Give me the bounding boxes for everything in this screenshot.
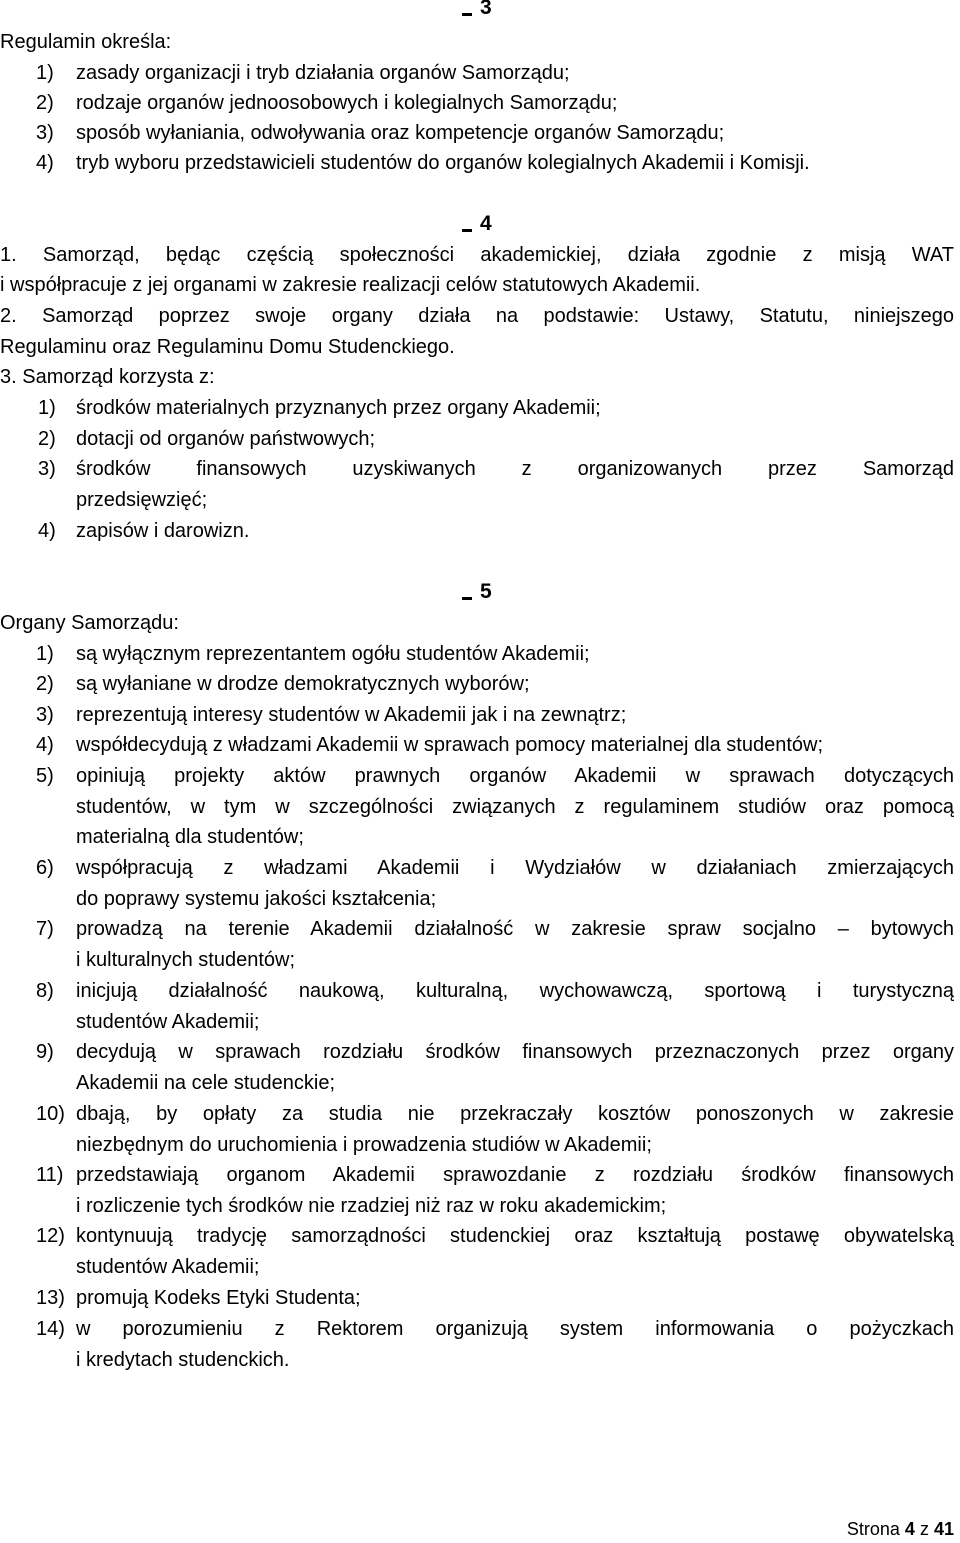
paragraph-2-line-1: 2. Samorząd poprzez swoje organy działa na podstawie: Ustawy, Statutu, niniejszego	[0, 305, 954, 327]
paragraph-1-line-2: i współpracuje z jej organami w zakresie realizacji celów statutowych Akademii.	[0, 274, 701, 296]
section-number: 5	[480, 580, 492, 603]
footer-prefix: Strona	[846, 1519, 900, 1539]
document-page: 3 Regulamin określa: 1) zasady organizacji i tryb działania organów Samorządu; 2) rodzaje organów jednoosobowych i kolegialnych Samorządu; 3) sposób wyłaniania, odwoływania oraz kompetencje organów Samorządu; 4) tryb wyboru przedstawicieli studentów do organów kolegialnych Akademii i Komisji. 4 1. Samorząd, będąc częścią społeczności akademickiej, działa zgodnie z misją WAT i współpracuje z jej organami w zakresie realizacji celów statutowych Akademii. 2. Samorząd poprzez swoje organy działa na podstawie: Ustawy, Statutu, niniejszego Regulaminu oraz Regulaminu Domu Studenckiego. 3. Samorząd korzysta z: 1) środków materialnych przyznanych przez organy Akademii; 2) dotacji od organów państwowych; 3) środków finansowych uzyskiwanych z organizowanych przez Samorząd przedsięwzięć; 4) zapisów i darowizn. 5 Organy Samorządu: 1) są wyłącznym reprezentantem ogółu studentów Akademii; 2) są wyłaniane w drodze demokratycznych wyborów; 3) reprezentują interesy studentów w Akademii jak i na zewnątrz; 4) współdecydują z władzami Akademii w sprawach pomocy materialnej dla studentów; 5) opiniują projekty aktów prawnych organów Akademii w sprawach dotyczących studentów, w tym w szczególności związanych z regulaminem studiów oraz pomocą materialną dla studentów; 6) współpracują z władzami Akademii i Wydziałów w działaniach zmierzających do poprawy systemu jakości kształcenia; 7) prowadzą na terenie Akademii działalność w zakresie spraw socjalno – bytowych i kulturalnych studentów; 8) inicjują działalność naukową, kulturalną, wychowawczą, sportową i turystyczną studentów Akademii; 9) decydują w sprawach rozdziału środków finansowych przeznaczonych przez organy Akademii na cele studenckie; 10) dbają, by opłaty za studia nie przekraczały kosztów ponoszonych w zakresie niezbędnym do uruchomienia i prowadzenia studiów w Akademii; 11) przedstawiają organom Akademii sprawozdanie z rozdziału środków finansowych i rozliczenie tych środków nie rzadziej niż raz w roku akademickim; 12) kontynuują tradycję samorządności studenckiej oraz kształtują postawę obywatelską studentów Akademii; 13) promują Kodeks Etyki Studenta; 14) w porozumieniu z Rektorem organizują system informowania o pożyczkach i kredytach studenckich. Strona 4 z 41	[0, 0, 960, 1543]
section-3-intro: Regulamin określa:	[0, 31, 172, 53]
section-number: 3	[480, 0, 492, 19]
section-5-intro: Organy Samorządu:	[0, 612, 179, 634]
section-4-heading	[462, 212, 492, 236]
paragraph-3-line-1: 3. Samorząd korzysta z:	[0, 366, 215, 388]
list-item: 6) współpracują z władzami Akademii i Wydziałów w działaniach zmierzających do poprawy systemu jakości kształcenia;	[36, 857, 954, 910]
list-item: 8) inicjują działalność naukową, kulturalną, wychowawczą, sportową i turystyczną studentów Akademii;	[36, 980, 954, 1033]
section-3-heading	[462, 0, 492, 20]
list-item: 11) przedstawiają organom Akademii sprawozdanie z rozdziału środków finansowych i rozliczenie tych środków nie rzadziej niż raz w roku akademickim;	[36, 1164, 954, 1217]
paragraph-1-line-1: 1. Samorząd, będąc częścią społeczności akademickiej, działa zgodnie z misją WAT	[0, 244, 954, 266]
section-sign-icon	[462, 0, 472, 17]
section-sign-icon	[462, 215, 472, 233]
footer-total: 41	[933, 1519, 954, 1539]
section-sign-icon	[462, 583, 472, 601]
list-item: 14) w porozumieniu z Rektorem organizują system informowania o pożyczkach i kredytach studenckich.	[36, 1318, 954, 1371]
footer-page: 4	[904, 1519, 915, 1539]
list-item: 7) prowadzą na terenie Akademii działalność w zakresie spraw socjalno – bytowych i kulturalnych studentów;	[36, 918, 954, 971]
list-item: 5) opiniują projekty aktów prawnych organów Akademii w sprawach dotyczących studentów, w tym w szczególności związanych z regulaminem studiów oraz pomocą materialną dla studentów;	[36, 765, 954, 848]
list-item: 9) decydują w sprawach rozdziału środków finansowych przeznaczonych przez organy Akademii na cele studenckie;	[36, 1041, 954, 1094]
list-item: 10) dbają, by opłaty za studia nie przekraczały kosztów ponoszonych w zakresie niezbędnym do uruchomienia i prowadzenia studiów w Akademii;	[36, 1103, 954, 1156]
section-number: 4	[480, 212, 492, 235]
page-number-footer	[847, 1518, 954, 1540]
section-5-heading	[462, 580, 492, 604]
paragraph-2-line-2: Regulaminu oraz Regulaminu Domu Studenckiego.	[0, 336, 455, 358]
list-item: 12) kontynuują tradycję samorządności studenckiej oraz kształtują postawę obywatelską studentów Akademii;	[36, 1225, 954, 1278]
footer-separator: z	[919, 1519, 929, 1539]
